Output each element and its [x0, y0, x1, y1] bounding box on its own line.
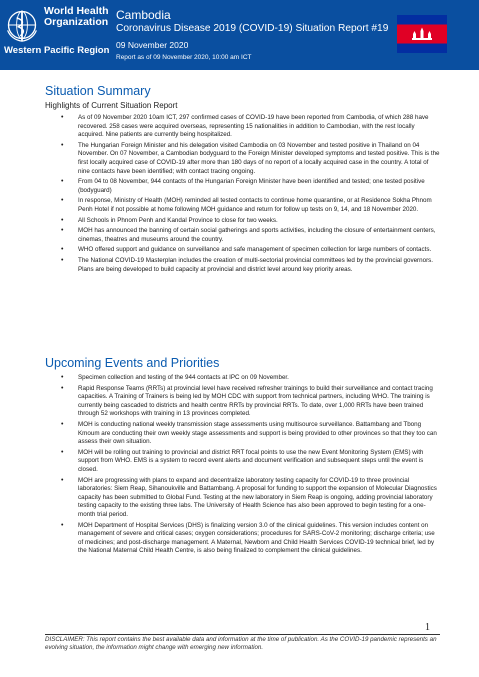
- list-item: • MOH will be rolling out training to provincial and district RRT focal points to use the new Event Monitoring System (EMS) with support from WHO. EMS is a system to record event alerts and document verification and subsequent steps until the event is closed.: [45, 449, 440, 475]
- list-item: • MOH are progressing with plans to expand and decentralize laboratory testing capacity for COVID-19 to three provincial laboratories: Siem Reap, Sihanoukville and Battambang. A proposal for funding to support the expansion of Molecular Diagnostics capacity has been submitted to Global Fund. Testing at the new laboratory in Siem Reap is ongoing, adding provincial laboratory testing capacity to the existing three labs. The University of Health Science has also been approved to begin testing for a one-month trial period.: [45, 477, 440, 520]
- cambodia-flag-icon: [397, 15, 447, 53]
- situation-summary-subtitle: Highlights of Current Situation Report: [45, 101, 178, 110]
- report-header-banner: [0, 0, 479, 70]
- list-item: • All Schools in Phnom Penh and Kandal Province to close for two weeks.: [45, 217, 440, 226]
- disclaimer-text: DISCLAIMER: This report contains the best available data and information at the time of publication. As the COVID-19 pandemic represents an evolving situation, the information might change with emerging new information.: [45, 636, 437, 652]
- footer-divider: [45, 634, 440, 635]
- list-item: • Specimen collection and testing of the 944 contacts at IPC on 09 November.: [45, 374, 440, 383]
- list-item: • The National COVID-19 Masterplan includes the creation of multi-sectorial provincial committees led by the provincial governors. Plans are being developed to build capacity at provincial and district level around key priority areas.: [45, 257, 440, 274]
- upcoming-bullet-list: [45, 374, 440, 558]
- list-item: • From 04 to 08 November, 944 contacts of the Hungarian Foreign Minister have been identified and tested; one tested positive (bodyguard): [45, 178, 440, 195]
- region-name: Western Pacific Region: [4, 45, 110, 56]
- org-name-line2: Organization: [44, 16, 109, 28]
- list-item: • MOH Department of Hospital Services (DHS) is finalizing version 3.0 of the clinical guidelines. This version includes content on management of severe and critical cases; oxygen considerations; procedures for SARS-CoV-2 monitoring; discharge criteria; use of medicines; and post-discharge management. A Maternal, Newborn and Child Health Services COVID-19 technical brief, led by the National Maternal Child Health Centre, is also being finalized to complement the clinical guidelines.: [45, 522, 440, 556]
- page-number: 1: [425, 622, 430, 633]
- situation-summary-heading: Situation Summary: [45, 84, 151, 98]
- report-title: Coronavirus Disease 2019 (COVID-19) Situation Report #19: [116, 23, 389, 34]
- situation-bullet-list: [45, 114, 440, 276]
- list-item: • In response, Ministry of Health (MOH) reminded all tested contacts to continue home quarantine, or at Residence Sokha Phnom Penh Hotel if not possible at home following MOH guidance and return for follow up tests on 9, 14, and 18 November 2020.: [45, 197, 440, 214]
- list-item: • Rapid Response Teams (RRTs) at provincial level have received refresher trainings to build their surveillance and contact tracing capacities. A Training of Trainers is being led by MOH CDC with support from technical partners, including WHO. The training is currently being cascaded to districts and health centre RRTs by provincial RRTs. To date, over 1,000 RRTs have been trained through 52 workshops with training in 13 provinces completed.: [45, 385, 440, 419]
- who-wordmark: [44, 6, 109, 28]
- list-item: • As of 09 November 2020 10am ICT, 297 confirmed cases of COVID-19 have been reported from Cambodia, of which 288 have recovered. 258 cases were acquired overseas, representing 15 nationalities in addition to Cambodian, with the rest locally acquired. Nine patients are currently being hospitalized.: [45, 114, 440, 140]
- list-item: • MOH has announced the banning of certain social gatherings and sports activities, including the closure of entertainment centers, cinemas, theatres and museums around the country.: [45, 227, 440, 244]
- who-emblem-icon: [4, 6, 40, 44]
- report-as-of: Report as of 09 November 2020, 10:00 am ICT: [116, 54, 252, 61]
- list-item: • WHO offered support and guidance on surveillance and safe management of specimen collection for large numbers of contacts.: [45, 246, 440, 255]
- org-name-line1: World Health: [44, 5, 109, 17]
- country-name: Cambodia: [116, 8, 171, 22]
- list-item: • MOH is conducting national weekly transmission stage assessments using multisource surveillance. Battambang and Tbong Kmoum are conducting their own weekly stage assessments and support is being provided to other provinces so that they too can assess their own situation.: [45, 421, 440, 447]
- list-item: • The Hungarian Foreign Minister and his delegation visited Cambodia on 03 November and tested positive in Thailand on 04 November. On 07 November, a Cambodian bodyguard to the Foreign Minister developed symptoms and tested positive. This is the first locally acquired case of COVID-19 after more than 180 days of no report of a locally acquired case in the country. A total of nine contacts have been identified; with contact tracing ongoing.: [45, 142, 440, 176]
- report-date: 09 November 2020: [116, 40, 189, 50]
- upcoming-events-heading: Upcoming Events and Priorities: [45, 356, 220, 370]
